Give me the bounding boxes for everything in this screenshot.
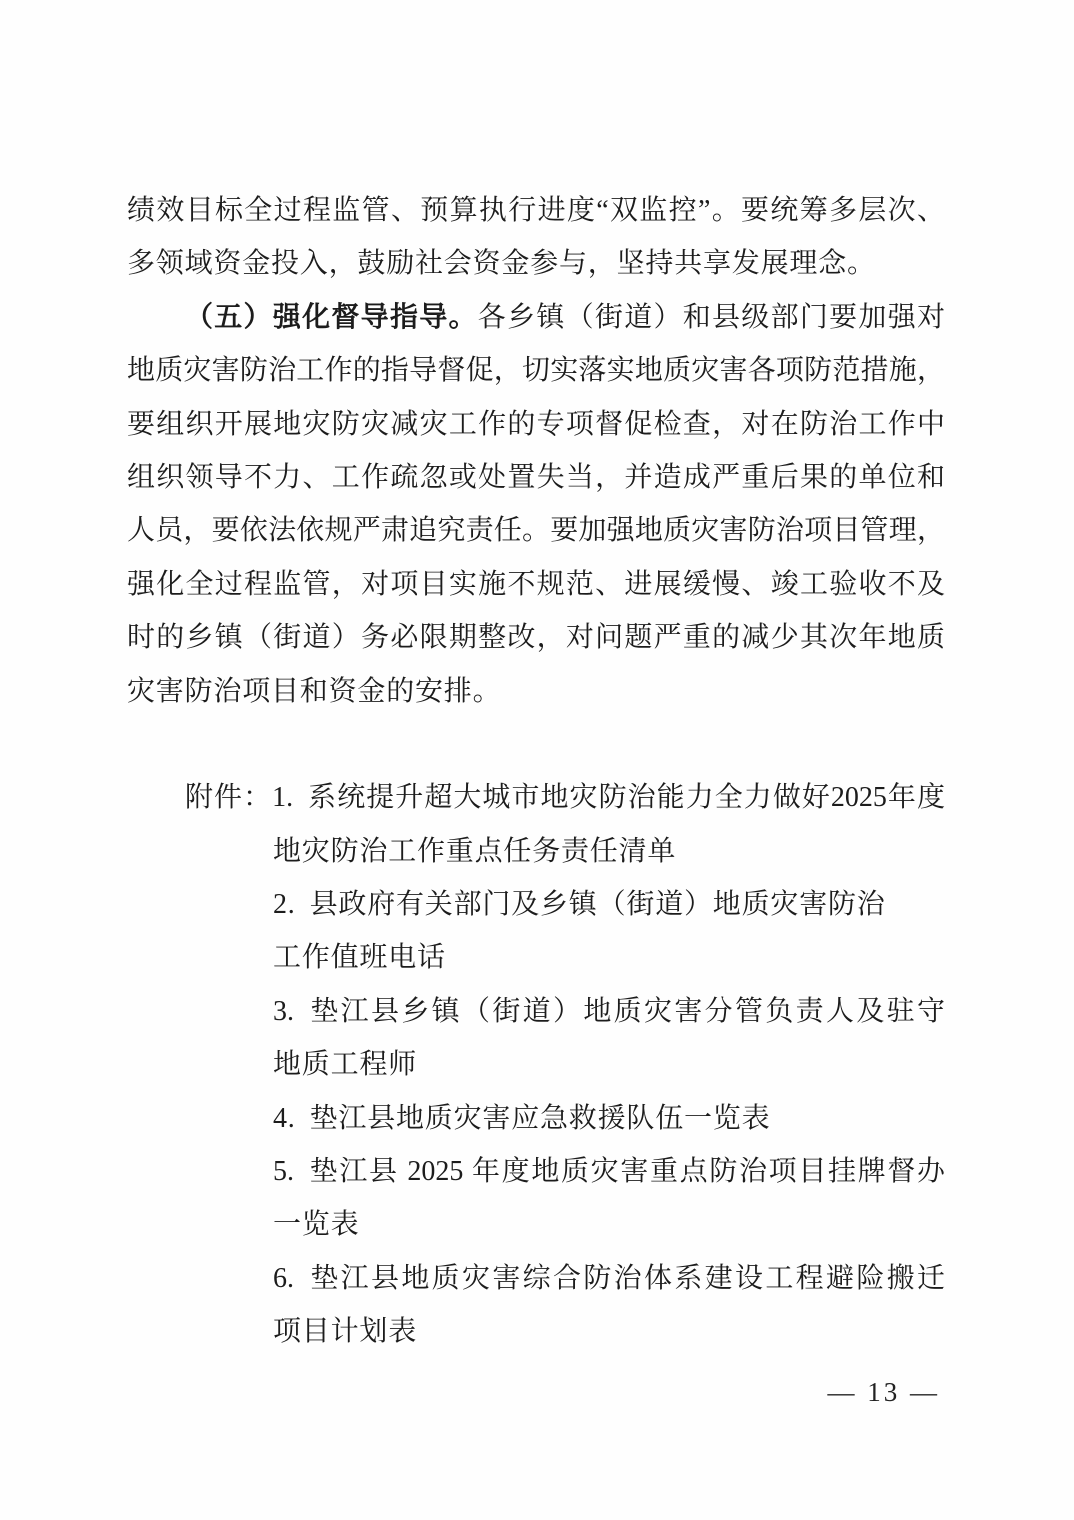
attachment-row bbox=[127, 771, 945, 824]
attachment-item-number: 5. bbox=[273, 1156, 294, 1188]
attachment-item-number: 4. bbox=[273, 1102, 296, 1134]
attachment-item-title: 系统提升超大城市地灾防治能力全力做好2025年度 bbox=[307, 782, 945, 814]
attachment-item-continuation: 工作值班电话 bbox=[273, 942, 446, 974]
attachment-item-continuation: 地质工程师 bbox=[273, 1049, 418, 1081]
page-number: — 13 — bbox=[827, 1377, 940, 1407]
body-line: 人员，要依法依规严肃追究责任。要加强地质灾害防治项目管理， bbox=[127, 515, 945, 547]
attachment-row bbox=[127, 985, 945, 1038]
section-heading: （五）强化督导指导。 bbox=[185, 301, 478, 333]
attachment-row bbox=[127, 1092, 945, 1145]
body-line: 要组织开展地灾防灾减灾工作的专项督促检查，对在防治工作中 bbox=[127, 408, 945, 440]
attachment-item-title: 垫江县 2025 年度地质灾害重点防治项目挂牌督办 bbox=[308, 1156, 945, 1188]
attachment-item-number: 2. bbox=[273, 889, 296, 921]
attachment-item-title: 垫江县乡镇（街道）地质灾害分管负责人及驻守 bbox=[308, 995, 945, 1027]
blank-line bbox=[127, 718, 945, 771]
body-line: 组织领导不力、工作疏忽或处置失当，并造成严重后果的单位和 bbox=[127, 461, 945, 493]
attachment-label: 附件： bbox=[185, 782, 273, 814]
body-line: 强化全过程监管，对项目实施不规范、进展缓慢、竣工验收不及 bbox=[127, 568, 945, 600]
attachment-item-title: 垫江县地质灾害应急救援队伍一览表 bbox=[309, 1102, 771, 1134]
attachment-row bbox=[127, 1252, 945, 1305]
attachment-item-number: 3. bbox=[273, 995, 294, 1027]
document-content bbox=[127, 184, 945, 1359]
attachment-item-number: 6. bbox=[273, 1262, 294, 1294]
body-line: 时的乡镇（街道）务必限期整改，对问题严重的减少其次年地质 bbox=[127, 622, 945, 654]
body-line: 多领域资金投入，鼓励社会资金参与，坚持共享发展理念。 bbox=[127, 248, 876, 280]
attachment-item-continuation: 一览表 bbox=[273, 1209, 360, 1241]
attachment-item-number: 1. bbox=[272, 782, 294, 814]
attachment-row bbox=[127, 1145, 945, 1198]
body-line: 地质灾害防治工作的指导督促，切实落实地质灾害各项防范措施， bbox=[127, 355, 945, 387]
attachment-item-continuation: 项目计划表 bbox=[273, 1316, 418, 1348]
body-line bbox=[127, 291, 945, 344]
attachment-row bbox=[127, 878, 945, 931]
body-line: 灾害防治项目和资金的安排。 bbox=[127, 675, 502, 707]
attachment-item-title: 垫江县地质灾害综合防治体系建设工程避险搬迁 bbox=[308, 1262, 945, 1294]
attachment-item-continuation: 地灾防治工作重点任务责任清单 bbox=[273, 835, 677, 867]
attachment-item-title: 县政府有关部门及乡镇（街道）地质灾害防治 bbox=[309, 889, 886, 921]
body-text: 各乡镇（街道）和县级部门要加强对 bbox=[477, 301, 945, 333]
body-line: 绩效目标全过程监管、预算执行进度“双监控”。要统筹多层次、 bbox=[127, 195, 945, 226]
